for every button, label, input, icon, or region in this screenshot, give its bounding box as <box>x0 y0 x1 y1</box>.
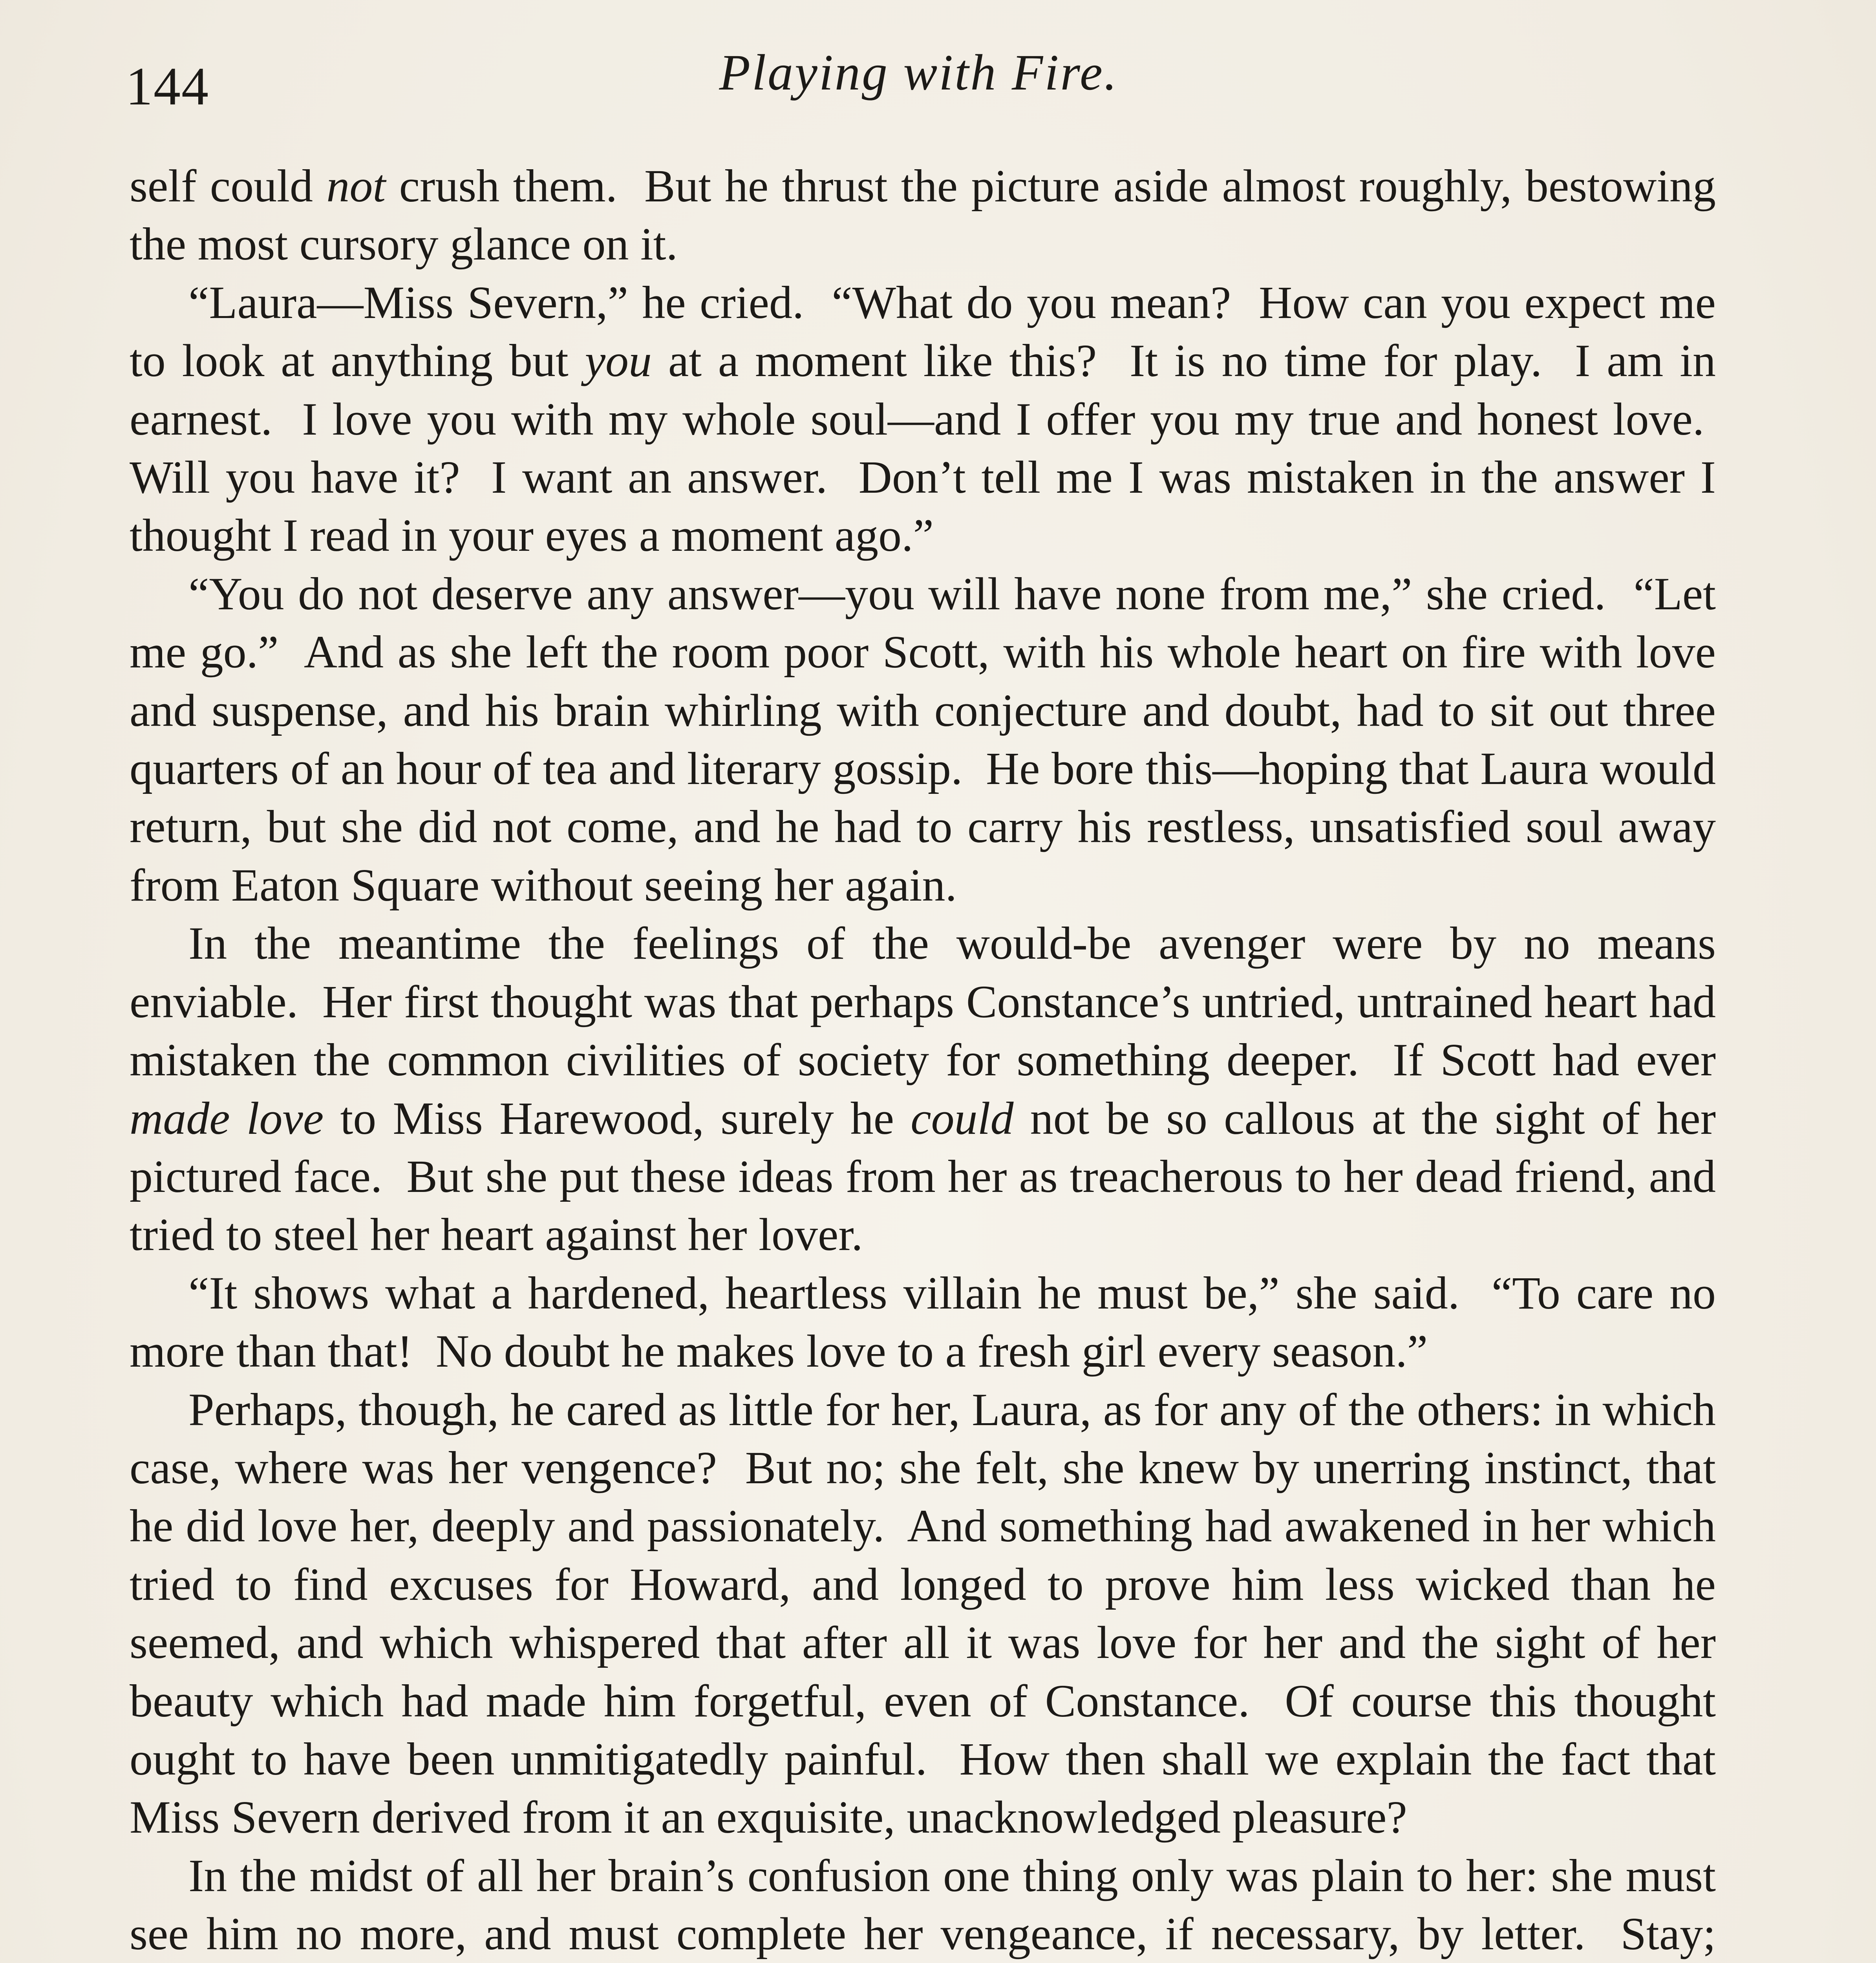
paragraph-continued: self could not crush them. But he thrust the picture aside almost roughly, bestowing the most cursory glance on it. <box>130 160 1716 270</box>
paragraph: “It shows what a hardened, heartless villain he must be,” she said. “To care no more than that! No doubt he makes love to a fresh girl every season.” <box>130 1267 1716 1377</box>
page-number: 144 <box>126 56 209 116</box>
page-header <box>126 43 1712 130</box>
body-text <box>130 157 1716 1963</box>
paragraph: In the meantime the feelings of the would-be avenger were by no means enviable. Her first thought was that perhaps Constance’s untried, untrained heart had mistaken the common civilities of society for something deeper. If Scott had ever made love to Miss Harewood, surely he could not be so callous at the sight of her pictured face. But she put these ideas from her as treacherous to her dead friend, and tried to steel her heart against her lover. <box>130 918 1716 1261</box>
paragraph: Perhaps, though, he cared as little for her, Laura, as for any of the others: in which case, where was her vengence? But no; she felt, she knew by unerring instinct, that he did love her, deeply and passionately. And something had awakened in her which tried to find excuses for Howard, and longed to prove him less wicked than he seemed, and which whispered that after all it was love for her and the sight of her beauty which had made him forgetful, even of Constance. Of course this thought ought to have been unmitigatedly painful. How then shall we explain the fact that Miss Severn derived from it an exquisite, unacknowledged pleasure? <box>130 1384 1716 1843</box>
paragraph: “You do not deserve any answer—you will have none from me,” she cried. “Let me go.” And as she left the room poor Scott, with his whole heart on fire with love and suspense, and his brain whirling with conjecture and doubt, had to sit out three quarters of an hour of tea and literary gossip. He bore this—hoping that Laura would return, but she did not come, and he had to carry his restless, unsatisfied soul away from Eaton Square without seeing her again. <box>130 568 1716 911</box>
paragraph: “Laura—Miss Severn,” he cried. “What do you mean? How can you expect me to look at anything but you at a moment like this? It is no time for play. I am in earnest. I love you with my whole soul—and I offer you my true and honest love. Will you have it? I want an answer. Don’t tell me I was mistaken in the answer I thought I read in your eyes a moment ago.” <box>130 276 1716 561</box>
paragraph: In the midst of all her brain’s confusion one thing only was plain to her: she must see him no more, and must complete her vengeance, if necessary, by letter. Stay; <box>130 1850 1716 1960</box>
running-title: Playing with Fire. <box>719 44 1119 101</box>
